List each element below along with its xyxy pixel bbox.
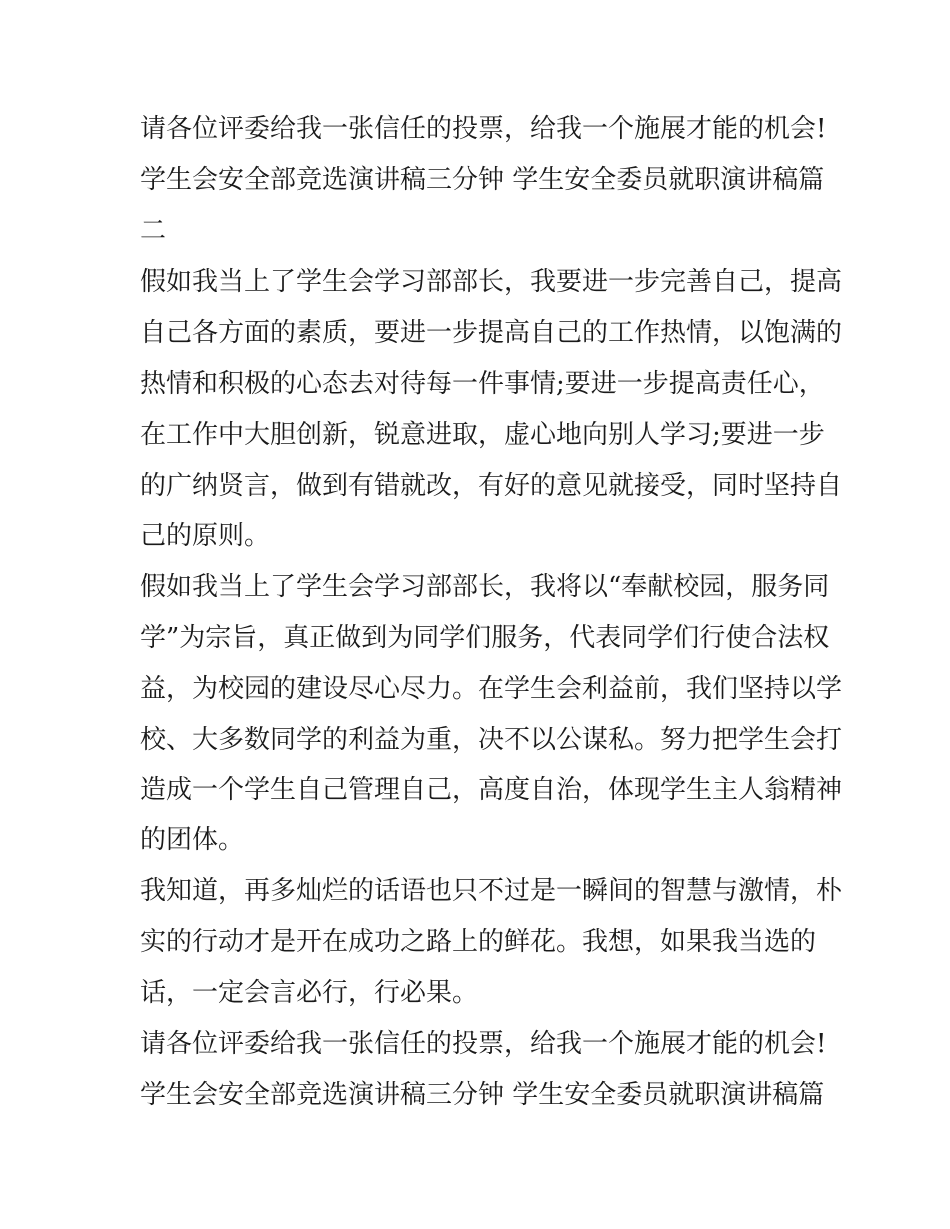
text-line: 自己各方面的素质，要进一步提高自己的工作热情，以饱满的 xyxy=(140,318,843,348)
text-line: 学”为宗旨，真正做到为同学们服务，代表同学们行使合法权 xyxy=(140,623,830,653)
text-line: 请各位评委给我一张信任的投票，给我一个施展才能的机会! xyxy=(140,114,827,144)
text-line: 造成一个学生自己管理自己，高度自治，体现学生主人翁精神 xyxy=(140,775,843,805)
text-line: 假如我当上了学生会学习部部长，我将以“奉献校园，服务同 xyxy=(140,572,830,602)
text-line: 校、大多数同学的利益为重，决不以公谋私。努力把学生会打 xyxy=(140,725,843,755)
text-line: 实的行动才是开在成功之路上的鲜花。我想，如果我当选的 xyxy=(140,927,817,957)
text-line: 热情和积极的心态去对待每一件事情;要进一步提高责任心， xyxy=(140,369,825,399)
text-line: 己的原则。 xyxy=(140,521,271,551)
text-line: 我知道，再多灿烂的话语也只不过是一瞬间的智慧与激情，朴 xyxy=(140,876,843,906)
text-line: 学生会安全部竞选演讲稿三分钟 学生安全委员就职演讲稿篇 xyxy=(140,165,825,195)
text-line: 的广纳贤言，做到有错就改，有好的意见就接受，同时坚持自 xyxy=(140,471,843,501)
text-line: 话，一定会言必行，行必果。 xyxy=(140,978,479,1008)
text-line: 二 xyxy=(140,216,167,246)
text-line: 益，为校园的建设尽心尽力。在学生会利益前，我们坚持以学 xyxy=(140,674,843,704)
text-line: 假如我当上了学生会学习部部长，我要进一步完善自己，提高 xyxy=(140,267,843,297)
text-line: 学生会安全部竞选演讲稿三分钟 学生安全委员就职演讲稿篇 xyxy=(140,1080,825,1110)
text-line: 请各位评委给我一张信任的投票，给我一个施展才能的机会! xyxy=(140,1029,827,1059)
text-line: 的团体。 xyxy=(140,825,245,855)
text-line: 在工作中大胆创新，锐意进取，虚心地向别人学习;要进一步 xyxy=(140,420,825,450)
